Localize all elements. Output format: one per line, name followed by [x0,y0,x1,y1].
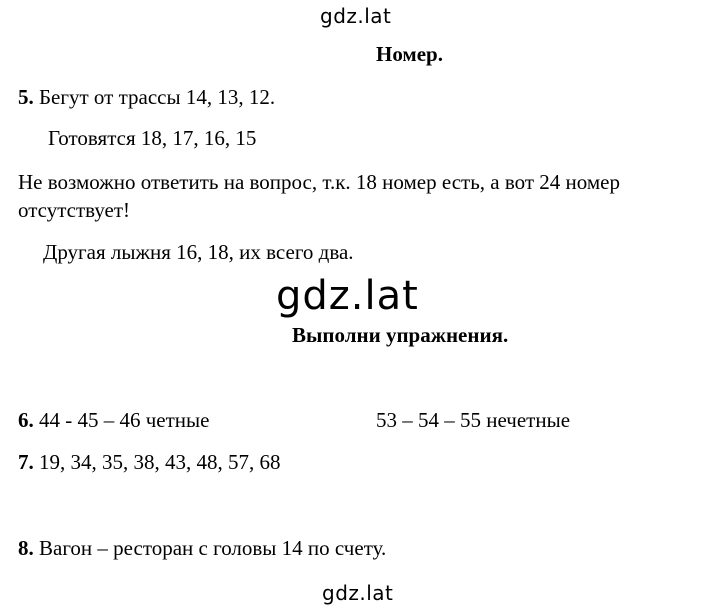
task-7-number: 7. [18,450,34,474]
watermark-bottom: gdz.lat [322,581,394,605]
watermark-middle: gdz.lat [276,273,419,319]
section-heading-exercises: Выполни упражнения. [292,323,509,347]
task-5-line-1 [18,85,275,110]
task-5-line-2: Готовятся 18, 17, 16, 15 [48,126,257,150]
task-6-left [18,408,209,433]
task-5-text-1: Бегут от трассы 14, 13, 12. [39,85,276,109]
task-7-text: 19, 34, 35, 38, 43, 48, 57, 68 [39,450,281,474]
task-6-odd-sequence: 53 – 54 – 55 нечетные [376,408,571,432]
task-7-line [18,450,281,475]
task-6-even-sequence: 44 - 45 – 46 четные [39,408,210,432]
task-5-paragraph-line-2: отсутствует! [18,198,131,222]
task-6-number: 6. [18,408,34,432]
task-8-number: 8. [18,536,34,560]
task-5-paragraph-line-1: Не возможно ответить на вопрос, т.к. 18 номер есть, а вот 24 номер [18,170,620,194]
task-5-line-3: Другая лыжня 16, 18, их всего два. [43,240,354,264]
watermark-top: gdz.lat [320,4,392,28]
section-heading-number: Номер. [376,42,443,66]
task-5-number: 5. [18,85,34,109]
task-8-line [18,536,386,561]
task-8-text: Вагон – ресторан с головы 14 по счету. [39,536,387,560]
